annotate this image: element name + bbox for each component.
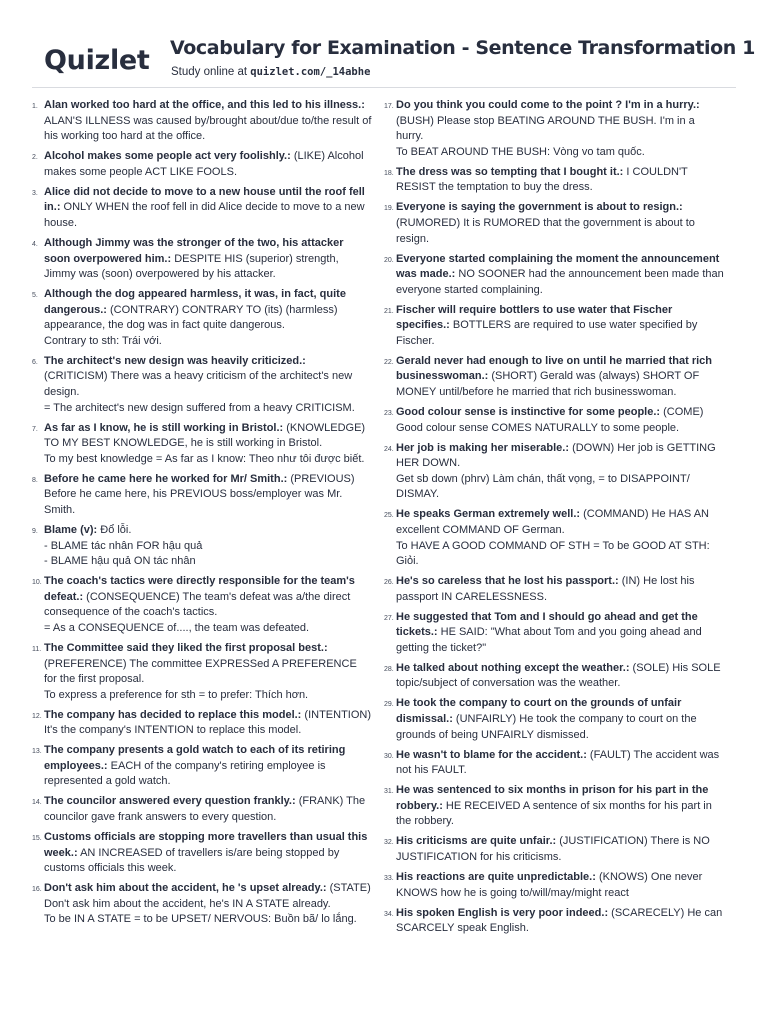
item-term: Her job is making her miserable.: <box>396 441 570 454</box>
item-term: The company has decided to replace this model.: <box>44 708 302 721</box>
item-term: He suggested that Tom and I should go ahead and get the tickets.: <box>396 610 698 639</box>
item-number: 12. <box>32 712 42 720</box>
item-term: He talked about nothing except the weather.: <box>396 661 630 674</box>
item-number: 27. <box>384 614 394 622</box>
item-term: The coach's tactics were directly responsible for the team's defeat.: <box>44 575 355 603</box>
item-definition: (SHORT) Gerald was (always) SHORT OF MONEY until/before he married that rich businesswoman. <box>396 370 700 399</box>
item-definition: (STATE) Don't ask him about the accident, he's IN A STATE already. <box>44 882 371 910</box>
vocab-item <box>32 881 372 928</box>
item-number: 17. <box>384 103 394 110</box>
item-number: 2. <box>32 154 38 162</box>
item-number: 5. <box>32 292 38 300</box>
vocab-item <box>32 472 372 519</box>
item-definition: (COME) Good colour sense COMES NATURALLY to some people. <box>396 406 704 434</box>
item-term: Everyone is saying the government is about to resign.: <box>396 201 683 214</box>
item-definition: (IN) He lost his passport IN CARELESSNESS. <box>396 575 695 603</box>
item-term: He speaks German extremely well.: <box>396 508 581 521</box>
item-number: 6. <box>32 358 38 366</box>
vocab-item <box>384 696 724 743</box>
vocab-item <box>384 783 724 830</box>
item-definition: (SCARECELY) He can SCARCELY speak English. <box>396 906 723 935</box>
item-number: 1. <box>32 103 38 110</box>
right-column <box>384 98 724 941</box>
item-note: To BEAT AROUND THE BUSH: Vòng vo tam quốc. <box>396 145 645 158</box>
vocab-item <box>384 748 724 779</box>
item-term: His criticisms are quite unfair.: <box>396 835 557 848</box>
item-number: 33. <box>384 874 394 882</box>
item-term: Customs officials are stopping more travellers than usual this week.: <box>44 831 368 859</box>
vocab-item <box>384 98 724 160</box>
page-header <box>0 0 768 96</box>
item-definition: (PREVIOUS) Before he came here, his PREVIOUS boss/employer was Mr. Smith. <box>44 472 355 516</box>
item-number: 21. <box>384 307 394 315</box>
item-definition: DESPITE HIS (superior) strength, Jimmy was (soon) overpowered by his attacker. <box>44 252 339 281</box>
item-term: The Committee said they liked the first proposal best.: <box>44 641 328 654</box>
item-number: 15. <box>32 835 42 842</box>
item-definition: HE SAID: "What about Tom and you going ahead and getting the ticket?" <box>396 626 702 654</box>
vocab-item <box>384 574 724 605</box>
item-term: Do you think you could come to the point ? I'm in a hurry.: <box>396 99 700 111</box>
item-definition: (INTENTION) It's the company's INTENTION to replace this model. <box>44 708 372 737</box>
vocab-item <box>32 743 372 790</box>
item-definition: (CONSEQUENCE) The team's defeat was a/the direct consequence of the coach's tactics. <box>44 590 351 619</box>
item-term: Although the dog appeared harmless, it was, in fact, quite dangerous.: <box>44 288 346 316</box>
item-definition: (RUMORED) It is RUMORED that the government is about to resign. <box>396 216 695 245</box>
item-number: 25. <box>384 512 394 520</box>
item-term: His reactions are quite unpredictable.: <box>396 870 596 883</box>
item-note: Get sb down (phrv) Làm chán, thất vọng, = to DISAPPOINT/ DISMAY. <box>396 472 690 501</box>
item-term: Good colour sense is instinctive for some people.: <box>396 406 661 419</box>
item-number: 16. <box>32 886 42 894</box>
item-definition: I COULDN'T RESIST the temptation to buy the dress. <box>396 165 688 194</box>
item-number: 7. <box>32 425 38 433</box>
vocab-item <box>32 641 372 703</box>
vocab-item <box>384 200 724 247</box>
item-number: 13. <box>32 748 42 756</box>
item-definition: (KNOWS) One never KNOWS how he is going to/will/may/might react <box>396 870 703 899</box>
item-term: He took the company to court on the grounds of unfair dismissal.: <box>396 697 682 726</box>
item-definition: (COMMAND) He HAS AN excellent COMMAND OF German. <box>396 508 710 536</box>
item-note: To HAVE A GOOD COMMAND OF STH = To be GOOD AT STH: Giỏi. <box>396 539 710 568</box>
quizlet-logo: Quizlet <box>44 45 150 76</box>
item-number: 10. <box>32 579 42 587</box>
vocab-item <box>384 870 724 901</box>
item-note: Contrary to sth: Trái với. <box>44 334 162 347</box>
vocab-item <box>32 523 372 570</box>
item-term: Don't ask him about the accident, he 's upset already.: <box>44 882 327 895</box>
item-note: To be IN A STATE = to be UPSET/ NERVOUS: Buồn bã/ lo lắng. <box>44 913 357 926</box>
item-note: To express a preference for sth = to prefer: Thích hơn. <box>44 688 309 701</box>
item-note: = As a CONSEQUENCE of...., the team was defeated. <box>44 621 310 634</box>
vocab-item <box>32 830 372 877</box>
item-number: 26. <box>384 579 394 587</box>
vocab-item <box>32 574 372 636</box>
item-definition: ONLY WHEN the roof fell in did Alice decide to move to a new house. <box>44 201 365 229</box>
item-definition: Đổ lỗi. <box>97 523 132 536</box>
item-number: 32. <box>384 839 394 847</box>
item-term: The dress was so tempting that I bought it.: <box>396 165 624 178</box>
vocab-item <box>384 661 724 692</box>
item-definition: (BUSH) Please stop BEATING AROUND THE BUSH. I'm in a hurry. <box>396 114 695 143</box>
item-note: - BLAME tác nhân FOR hậu quả <box>44 539 203 552</box>
vocab-item <box>32 149 372 180</box>
item-term: Alice did not decide to move to a new house until the roof fell in.: <box>44 185 365 214</box>
item-number: 9. <box>32 527 38 535</box>
vocab-item <box>384 441 724 503</box>
item-term: His spoken English is very poor indeed.: <box>396 906 609 919</box>
vocab-item <box>384 405 724 436</box>
vocab-item <box>384 610 724 657</box>
item-term: Blame (v): <box>44 523 98 536</box>
item-definition: (CRITICISM) There was a heavy criticism of the architect's new design. <box>44 370 353 399</box>
item-definition: (FRANK) The councilor gave frank answers to every question. <box>44 795 366 824</box>
item-note: To my best knowledge = As far as I know: Theo như tôi được biết. <box>44 452 365 465</box>
item-number: 22. <box>384 358 394 366</box>
vocab-item <box>384 834 724 865</box>
item-term: Although Jimmy was the stronger of the two, his attacker soon overpowered him.: <box>44 236 344 265</box>
item-definition: (KNOWLEDGE) TO MY BEST KNOWLEDGE, he is still working in Bristol. <box>44 421 366 450</box>
vocab-item <box>32 794 372 825</box>
study-online-label: Study online at <box>171 66 251 78</box>
item-number: 30. <box>384 752 394 760</box>
item-number: 31. <box>384 788 394 796</box>
vocab-item <box>384 507 724 569</box>
item-definition: BOTTLERS are required to use water specified by Fischer. <box>396 319 698 347</box>
vocab-item <box>384 252 724 299</box>
item-number: 28. <box>384 665 394 673</box>
item-term: Everyone started complaining the moment the announcement was made.: <box>396 252 720 281</box>
item-term: Before he came here he worked for Mr/ Smith.: <box>44 472 288 485</box>
item-term: Gerald never had enough to live on until he married that rich businesswoman.: <box>396 354 712 383</box>
item-number: 19. <box>384 205 394 213</box>
item-definition: AN INCREASED of travellers is/are being stopped by customs officials this week. <box>44 846 340 875</box>
item-term: Alcohol makes some people act very foolishly.: <box>44 150 291 163</box>
page-title: Vocabulary for Examination - Sentence Transformation 1 <box>170 37 755 59</box>
header-divider <box>32 87 736 88</box>
item-definition: (PREFERENCE) The committee EXPRESSed A PREFERENCE for the first proposal. <box>44 657 357 686</box>
item-number: 14. <box>32 799 42 807</box>
item-number: 11. <box>32 645 42 653</box>
vocab-item <box>32 708 372 739</box>
item-number: 3. <box>32 189 38 197</box>
item-term: As far as I know, he is still working in Bristol.: <box>44 421 284 434</box>
item-definition: (DOWN) Her job is GETTING HER DOWN. <box>396 441 716 470</box>
item-definition: (SOLE) His SOLE topic/subject of conversation was the weather. <box>396 661 721 690</box>
item-term: He wasn't to blame for the accident.: <box>396 748 587 761</box>
item-number: 18. <box>384 169 394 177</box>
item-definition: HE RECEIVED A sentence of six months for his part in the robbery. <box>396 799 712 828</box>
vocab-item <box>32 421 372 468</box>
item-definition: (LIKE) Alcohol makes some people ACT LIKE FOOLS. <box>44 150 364 178</box>
item-term: Fischer will require bottlers to use water that Fischer specifies.: <box>396 303 673 332</box>
item-number: 34. <box>384 910 394 918</box>
item-number: 4. <box>32 240 38 248</box>
vocab-item <box>384 165 724 196</box>
item-term: The company presents a gold watch to each of its retiring employees.: <box>44 744 346 772</box>
vocab-item <box>32 98 372 145</box>
item-term: Alan worked too hard at the office, and this led to his illness.: <box>44 99 365 111</box>
item-number: 8. <box>32 476 38 484</box>
item-definition: ALAN'S ILLNESS was caused by/brought about/due to/the result of his working too hard at the office. <box>44 114 372 143</box>
item-definition: (FAULT) The accident was not his FAULT. <box>396 748 720 777</box>
item-term: He was sentenced to six months in prison for his part in the robbery.: <box>396 784 709 812</box>
item-note: = The architect's new design suffered from a heavy CRITICISM. <box>44 401 355 414</box>
item-definition: (UNFAIRLY) He took the company to court on the grounds of being UNFAIRLY dismissed. <box>396 713 697 741</box>
left-column <box>32 98 372 932</box>
vocab-item <box>32 236 372 283</box>
item-note: - BLAME hậu quả ON tác nhân <box>44 555 196 568</box>
item-number: 20. <box>384 256 394 264</box>
item-definition: EACH of the company's retiring employee is represented a gold watch. <box>44 759 326 788</box>
vocab-item <box>384 906 724 937</box>
item-term: He's so careless that he lost his passport.: <box>396 575 619 588</box>
item-definition: (CONTRARY) CONTRARY TO (its) (harmless) appearance, the dog was in fact quite dangerous. <box>44 303 338 332</box>
item-definition: NO SOONER had the announcement been made than everyone started complaining. <box>396 268 724 296</box>
study-online-line <box>171 66 370 78</box>
vocab-item <box>32 185 372 232</box>
study-url-link[interactable]: quizlet.com/_14abhe <box>250 66 371 78</box>
item-term: The councilor answered every question frankly.: <box>44 795 296 808</box>
item-term: The architect's new design was heavily criticized.: <box>44 354 306 367</box>
vocab-item <box>32 354 372 416</box>
vocab-item <box>32 287 372 349</box>
vocab-item <box>384 303 724 350</box>
item-definition: (JUSTIFICATION) There is NO JUSTIFICATION for his criticisms. <box>396 835 710 863</box>
item-number: 24. <box>384 445 394 453</box>
vocab-item <box>384 354 724 401</box>
item-number: 29. <box>384 701 394 709</box>
item-number: 23. <box>384 410 394 418</box>
